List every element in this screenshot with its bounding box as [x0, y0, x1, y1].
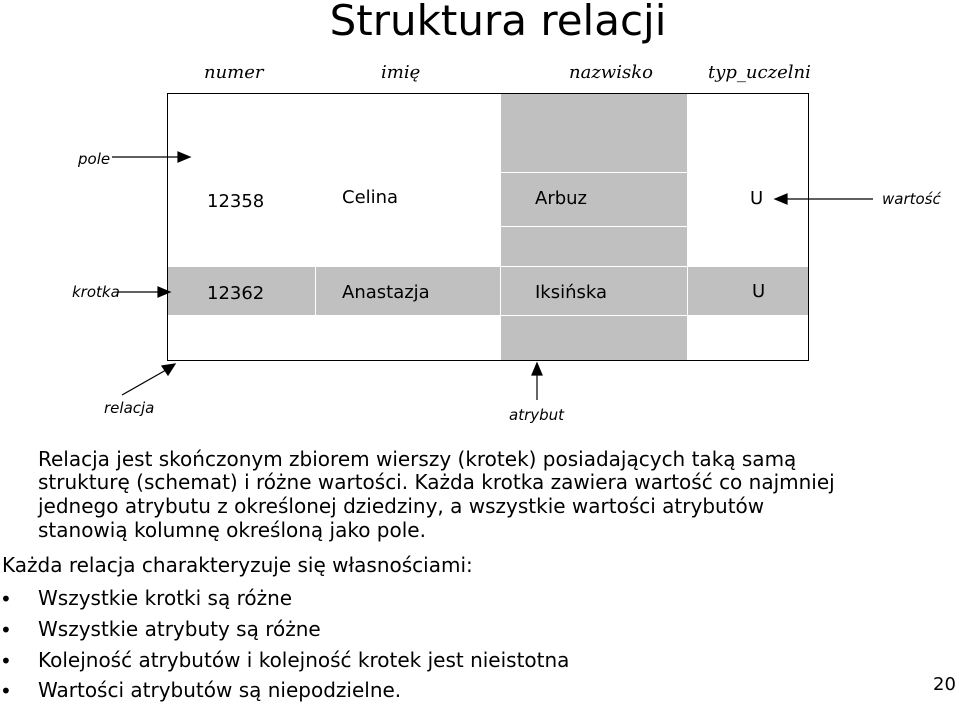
- bullet-dot-icon: •: [0, 679, 12, 703]
- arrow-pole-icon: [112, 152, 190, 162]
- table-cell-row1-imie: Celina: [342, 187, 399, 208]
- slide-title: Struktura relacji: [329, 0, 667, 45]
- column-header-imie: imię: [381, 62, 421, 83]
- table-cell-row1-typ: U: [750, 188, 764, 209]
- paragraph-line-2: strukturę (schemat) i różne wartości. Każda krotka zawiera wartość co najmniej: [38, 470, 835, 494]
- column-header-numer: numer: [204, 62, 264, 83]
- table-cell-row2-typ: U: [752, 281, 766, 302]
- table-cell-row1-nazwisko: Arbuz: [535, 188, 587, 209]
- table-cell-row2-nazwisko: Iksińska: [535, 282, 608, 303]
- column-header-nazwisko: nazwisko: [569, 62, 653, 83]
- property-item: Kolejność atrybutów i kolejność krotek jest nieistotna: [38, 648, 570, 672]
- arrow-wartosc-icon: [775, 194, 873, 204]
- arrow-relacja-icon: [122, 364, 175, 395]
- bullet-dot-icon: •: [0, 649, 12, 673]
- property-item: Wartości atrybutów są niepodzielne.: [38, 678, 402, 702]
- table-cell-row2-numer: 12362: [207, 283, 265, 304]
- property-item: Wszystkie atrybuty są różne: [38, 617, 321, 641]
- label-atrybut: atrybut: [509, 406, 565, 424]
- bullet-dot-icon: •: [0, 618, 12, 642]
- properties-intro: Każda relacja charakteryzuje się własnościami:: [2, 553, 473, 577]
- bullet-dot-icon: •: [0, 587, 12, 611]
- property-item: Wszystkie krotki są różne: [38, 586, 293, 610]
- paragraph-line-3: jednego atrybutu z określonej dziedziny, a wszystkie wartości atrybutów: [38, 494, 765, 518]
- paragraph-line-4: stanowią kolumnę określoną jako pole.: [38, 518, 426, 542]
- label-wartosc: wartość: [882, 190, 941, 208]
- paragraph-line-1: Relacja jest skończonym zbiorem wierszy (krotek) posiadających taką samą: [38, 447, 797, 471]
- arrow-krotka-icon: [118, 287, 170, 297]
- page-number: 20: [933, 674, 956, 695]
- label-relacja: relacja: [104, 399, 155, 417]
- arrow-atrybut-icon: [532, 363, 542, 400]
- label-krotka: krotka: [72, 283, 120, 301]
- column-header-typ-uczelni: typ_uczelni: [708, 62, 811, 83]
- table-cell-row2-imie: Anastazja: [342, 282, 430, 303]
- label-pole: pole: [78, 150, 111, 168]
- table-cell-row1-numer: 12358: [207, 191, 265, 212]
